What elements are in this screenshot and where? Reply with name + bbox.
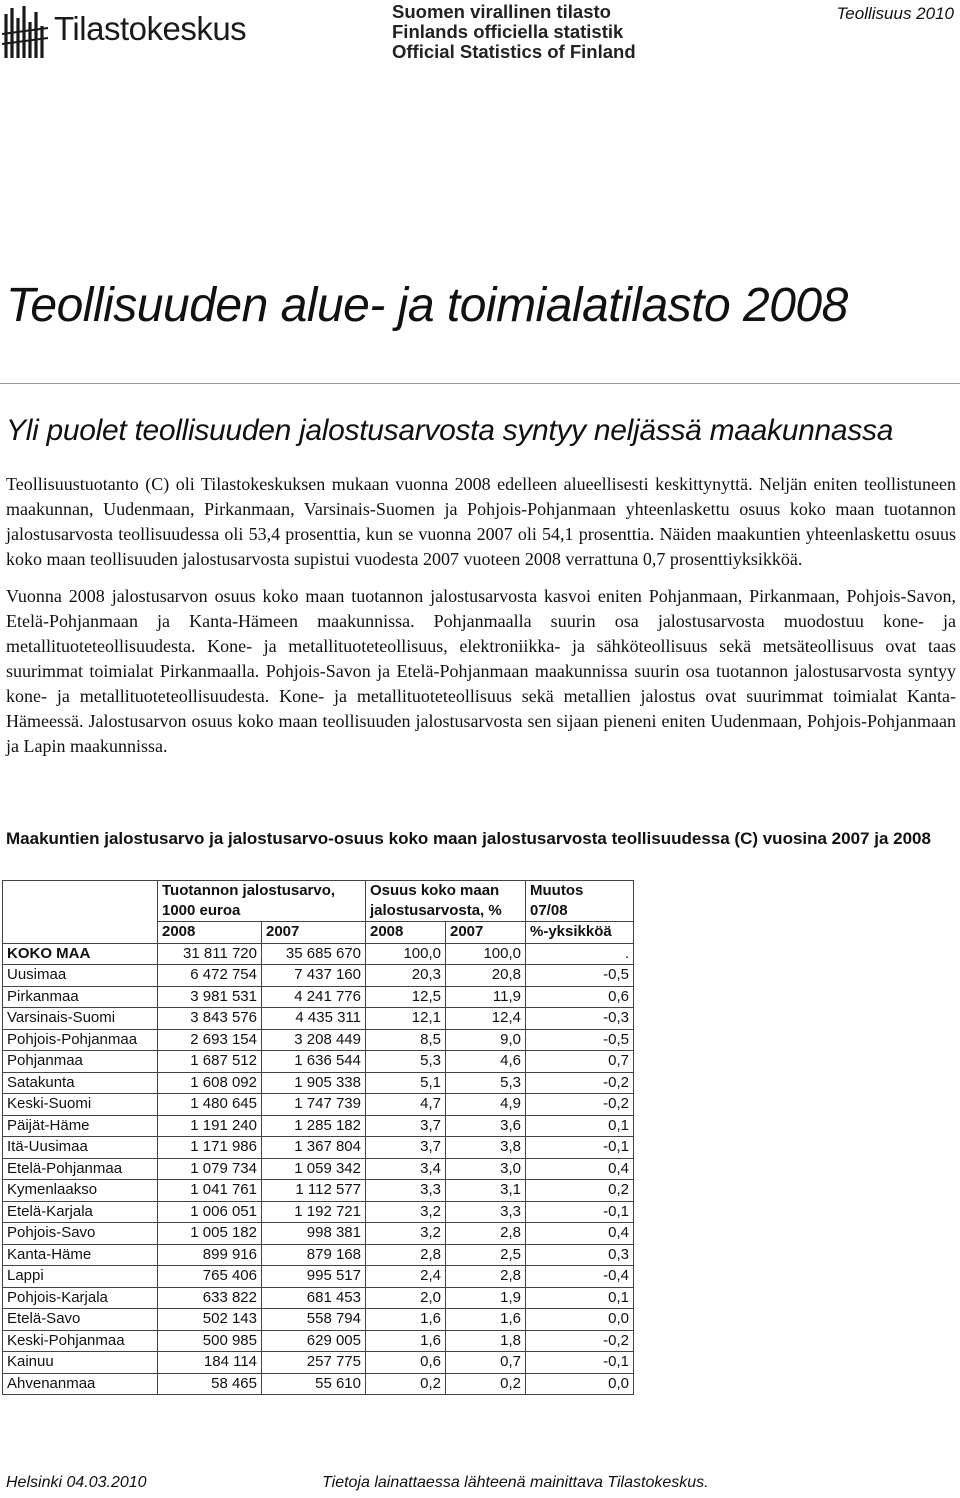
region-cell: Uusimaa — [3, 965, 158, 987]
change-cell: 0,6 — [526, 986, 634, 1008]
value-2008-cell: 765 406 — [158, 1266, 262, 1288]
region-cell: Satakunta — [3, 1072, 158, 1094]
share-2007-cell: 100,0 — [446, 943, 526, 965]
page-header — [0, 0, 960, 70]
region-cell: Etelä-Karjala — [3, 1201, 158, 1223]
share-2008-cell: 3,4 — [366, 1158, 446, 1180]
table-row — [3, 1180, 634, 1202]
table-row — [3, 1266, 634, 1288]
region-cell: Keski-Pohjanmaa — [3, 1330, 158, 1352]
official-line-en: Official Statistics of Finland — [392, 41, 636, 62]
table-row — [3, 943, 634, 965]
value-2007-cell: 1 367 804 — [262, 1137, 366, 1159]
table-row — [3, 1051, 634, 1073]
table-title: Maakuntien jalostusarvo ja jalostusarvo-osuus koko maan jalostusarvosta teollisuudessa (C) vuosina 2007 ja 2008 — [6, 829, 931, 848]
region-cell: Lappi — [3, 1266, 158, 1288]
share-2007-cell: 20,8 — [446, 965, 526, 987]
change-header-line2: 07/08 — [530, 902, 568, 919]
region-cell: Ahvenanmaa — [3, 1373, 158, 1395]
change-header-line1: Muutos — [530, 882, 584, 899]
region-cell: Kainuu — [3, 1352, 158, 1374]
change-cell: -0,2 — [526, 1072, 634, 1094]
share-2007-cell: 2,8 — [446, 1223, 526, 1245]
value-2007-cell: 4 435 311 — [262, 1008, 366, 1030]
share-2008-cell: 1,6 — [366, 1309, 446, 1331]
paragraph-1: Teollisuustuotanto (C) oli Tilastokeskuksen mukaan vuonna 2008 edelleen alueellisesti keskittynyttä. Neljän eniten teollistuneen maakunnan, Uudenmaan, Pirkanmaan, Varsinais-Suomen ja Pohjois-Pohjanmaan yhteenlaskettu osuus koko maan tuotannon jalostusarvosta teollisuudessa oli 53,4 prosenttia, kun se vuonna 2007 oli 54,1 prosenttia. Näiden maakuntien yhteenlaskettu osuus koko maan teollisuuden jalostusarvosta supistui vuodesta 2007 vuoteen 2008 verrattuna 0,7 prosenttiyksikköä. — [6, 474, 956, 569]
subheader-change-unit: %-yksikköä — [526, 922, 634, 944]
share-2008-cell: 2,8 — [366, 1244, 446, 1266]
value-2008-cell: 1 041 761 — [158, 1180, 262, 1202]
region-cell: Itä-Uusimaa — [3, 1137, 158, 1159]
change-cell: 0,3 — [526, 1244, 634, 1266]
value-2008-cell: 1 005 182 — [158, 1223, 262, 1245]
share-2007-cell: 3,3 — [446, 1201, 526, 1223]
share-2008-cell: 3,3 — [366, 1180, 446, 1202]
value-2008-cell: 1 480 645 — [158, 1094, 262, 1116]
table-row — [3, 1158, 634, 1180]
value-2008-cell: 1 687 512 — [158, 1051, 262, 1073]
change-cell: 0,4 — [526, 1158, 634, 1180]
tilastokeskus-logo — [2, 2, 302, 62]
share-2007-cell: 11,9 — [446, 986, 526, 1008]
footer-date: Helsinki 04.03.2010 — [6, 1474, 147, 1491]
share-2007-cell: 2,5 — [446, 1244, 526, 1266]
share-2007-cell: 0,2 — [446, 1373, 526, 1395]
value-group-header — [158, 881, 366, 922]
table-row — [3, 1330, 634, 1352]
subheader-value-2008: 2008 — [158, 922, 262, 944]
share-2008-cell: 3,7 — [366, 1137, 446, 1159]
share-2007-cell: 1,6 — [446, 1309, 526, 1331]
footer-citation: Tietoja lainattaessa lähteenä mainittava Tilastokeskus. — [322, 1474, 709, 1491]
change-cell: . — [526, 943, 634, 965]
table-body — [3, 943, 634, 1395]
value-2007-cell: 1 112 577 — [262, 1180, 366, 1202]
change-cell: -0,1 — [526, 1352, 634, 1374]
value-2008-cell: 500 985 — [158, 1330, 262, 1352]
change-cell: 0,1 — [526, 1115, 634, 1137]
table-row — [3, 1115, 634, 1137]
value-2007-cell: 998 381 — [262, 1223, 366, 1245]
region-cell: Pohjois-Savo — [3, 1223, 158, 1245]
change-cell: 0,1 — [526, 1287, 634, 1309]
share-2007-cell: 3,1 — [446, 1180, 526, 1202]
value-2008-cell: 502 143 — [158, 1309, 262, 1331]
table-row — [3, 1352, 634, 1374]
share-2008-cell: 3,2 — [366, 1201, 446, 1223]
table-row — [3, 1287, 634, 1309]
value-2007-cell: 1 192 721 — [262, 1201, 366, 1223]
region-cell: KOKO MAA — [3, 943, 158, 965]
region-cell: Keski-Suomi — [3, 1094, 158, 1116]
share-2008-cell: 3,2 — [366, 1223, 446, 1245]
share-2007-cell: 1,8 — [446, 1330, 526, 1352]
value-2007-cell: 1 636 544 — [262, 1051, 366, 1073]
share-2008-cell: 12,5 — [366, 986, 446, 1008]
table-row — [3, 1008, 634, 1030]
body-text — [6, 472, 956, 771]
value-2007-cell: 629 005 — [262, 1330, 366, 1352]
table-row — [3, 1309, 634, 1331]
region-cell: Pohjanmaa — [3, 1051, 158, 1073]
table-row — [3, 1072, 634, 1094]
region-cell: Pohjois-Pohjanmaa — [3, 1029, 158, 1051]
page-subtitle: Yli puolet teollisuuden jalostusarvosta syntyy neljässä maakunnassa — [6, 414, 894, 447]
official-line-sv: Finlands officiella statistik — [392, 21, 624, 42]
change-cell: -0,1 — [526, 1137, 634, 1159]
value-2007-cell: 558 794 — [262, 1309, 366, 1331]
region-cell: Kanta-Häme — [3, 1244, 158, 1266]
region-cell: Etelä-Pohjanmaa — [3, 1158, 158, 1180]
title-divider — [0, 383, 960, 384]
value-2007-cell: 879 168 — [262, 1244, 366, 1266]
value-2008-cell: 6 472 754 — [158, 965, 262, 987]
value-2007-cell: 3 208 449 — [262, 1029, 366, 1051]
share-2008-cell: 8,5 — [366, 1029, 446, 1051]
value-2007-cell: 257 775 — [262, 1352, 366, 1374]
table-row — [3, 1137, 634, 1159]
share-2008-cell: 2,4 — [366, 1266, 446, 1288]
share-header-line2: jalostusarvosta, % — [370, 902, 502, 919]
change-cell: 0,0 — [526, 1373, 634, 1395]
value-2008-cell: 2 693 154 — [158, 1029, 262, 1051]
share-2007-cell: 1,9 — [446, 1287, 526, 1309]
value-2008-cell: 1 171 986 — [158, 1137, 262, 1159]
table-row — [3, 986, 634, 1008]
value-2008-cell: 31 811 720 — [158, 943, 262, 965]
share-2007-cell: 3,8 — [446, 1137, 526, 1159]
share-2007-cell: 5,3 — [446, 1072, 526, 1094]
share-2008-cell: 12,1 — [366, 1008, 446, 1030]
series-label: Teollisuus 2010 — [836, 4, 954, 23]
value-header-line1: Tuotannon jalostusarvo, — [162, 882, 336, 899]
share-2007-cell: 4,9 — [446, 1094, 526, 1116]
change-cell: 0,7 — [526, 1051, 634, 1073]
change-group-header — [526, 881, 634, 922]
logo-mark-icon — [2, 4, 50, 62]
value-2008-cell: 1 191 240 — [158, 1115, 262, 1137]
region-cell: Päijät-Häme — [3, 1115, 158, 1137]
table-row — [3, 1029, 634, 1051]
subheader-value-2007: 2007 — [262, 922, 366, 944]
share-2007-cell: 9,0 — [446, 1029, 526, 1051]
value-2008-cell: 184 114 — [158, 1352, 262, 1374]
share-header-line1: Osuus koko maan — [370, 882, 500, 899]
region-cell: Etelä-Savo — [3, 1309, 158, 1331]
value-2007-cell: 1 285 182 — [262, 1115, 366, 1137]
value-2008-cell: 1 079 734 — [158, 1158, 262, 1180]
value-2007-cell: 55 610 — [262, 1373, 366, 1395]
region-cell: Pirkanmaa — [3, 986, 158, 1008]
change-cell: -0,2 — [526, 1094, 634, 1116]
share-2007-cell: 2,8 — [446, 1266, 526, 1288]
change-cell: -0,3 — [526, 1008, 634, 1030]
share-2008-cell: 1,6 — [366, 1330, 446, 1352]
value-2007-cell: 1 747 739 — [262, 1094, 366, 1116]
value-2007-cell: 7 437 160 — [262, 965, 366, 987]
share-2008-cell: 3,7 — [366, 1115, 446, 1137]
share-2008-cell: 100,0 — [366, 943, 446, 965]
share-2007-cell: 12,4 — [446, 1008, 526, 1030]
share-2008-cell: 0,6 — [366, 1352, 446, 1374]
table-row — [3, 1223, 634, 1245]
value-2008-cell: 1 608 092 — [158, 1072, 262, 1094]
value-2008-cell: 3 843 576 — [158, 1008, 262, 1030]
share-2007-cell: 3,6 — [446, 1115, 526, 1137]
value-2007-cell: 4 241 776 — [262, 986, 366, 1008]
regional-value-table — [2, 880, 634, 1395]
share-2008-cell: 4,7 — [366, 1094, 446, 1116]
share-2008-cell: 5,3 — [366, 1051, 446, 1073]
table-row — [3, 1373, 634, 1395]
change-cell: 0,2 — [526, 1180, 634, 1202]
value-2007-cell: 1 905 338 — [262, 1072, 366, 1094]
official-line-fi: Suomen virallinen tilasto — [392, 1, 611, 22]
table-row — [3, 1244, 634, 1266]
share-2007-cell: 3,0 — [446, 1158, 526, 1180]
subheader-share-2008: 2008 — [366, 922, 446, 944]
change-cell: 0,0 — [526, 1309, 634, 1331]
share-2007-cell: 0,7 — [446, 1352, 526, 1374]
table-row — [3, 965, 634, 987]
value-2008-cell: 633 822 — [158, 1287, 262, 1309]
value-2008-cell: 58 465 — [158, 1373, 262, 1395]
change-cell: -0,5 — [526, 1029, 634, 1051]
value-2007-cell: 681 453 — [262, 1287, 366, 1309]
share-2007-cell: 4,6 — [446, 1051, 526, 1073]
share-2008-cell: 2,0 — [366, 1287, 446, 1309]
value-2007-cell: 1 059 342 — [262, 1158, 366, 1180]
share-group-header — [366, 881, 526, 922]
paragraph-2: Vuonna 2008 jalostusarvon osuus koko maan tuotannon jalostusarvosta kasvoi eniten Pohjanmaan, Pirkanmaan, Pohjois-Savon, Etelä-Pohjanmaan ja Kanta-Hämeen maakunnissa. Pohjanmaalla suurin osa jalostusarvosta muodostuu kone- ja metallituoteteollisuudesta. Kone- ja metallituoteteollisuus, elektroniikka- ja sähköteollisuus sekä metsäteollisuus ovat taas suurimmat toimialat Pirkanmaalla. Pohjois-Savon ja Etelä-Pohjanmaan maakunnissa suurin osa tuotannon jalostusarvosta syntyy kone- ja metallituoteteollisuudesta. Kone- ja metallituoteteollisuus sekä metallien jalostus ovat suurimmat toimialat Kanta-Hämeessä. Jalostusarvon osuus koko maan teollisuuden jalostusarvosta sen sijaan pieneni eniten Uudenmaan, Pohjois-Pohjanmaan ja Lapin maakunnissa. — [6, 586, 956, 756]
subheader-share-2007: 2007 — [446, 922, 526, 944]
change-cell: -0,1 — [526, 1201, 634, 1223]
region-cell: Pohjois-Karjala — [3, 1287, 158, 1309]
page-title: Teollisuuden alue- ja toimialatilasto 2008 — [6, 279, 848, 332]
region-cell: Varsinais-Suomi — [3, 1008, 158, 1030]
value-2007-cell: 995 517 — [262, 1266, 366, 1288]
logo-wordmark: Tilastokeskus — [54, 10, 247, 47]
share-2008-cell: 20,3 — [366, 965, 446, 987]
change-cell: 0,4 — [526, 1223, 634, 1245]
share-2008-cell: 0,2 — [366, 1373, 446, 1395]
table-row — [3, 1094, 634, 1116]
value-2007-cell: 35 685 670 — [262, 943, 366, 965]
region-cell: Kymenlaakso — [3, 1180, 158, 1202]
region-header-cell — [3, 881, 158, 944]
value-2008-cell: 899 916 — [158, 1244, 262, 1266]
change-cell: -0,4 — [526, 1266, 634, 1288]
official-statistics-label — [392, 2, 636, 62]
table-row — [3, 1201, 634, 1223]
share-2008-cell: 5,1 — [366, 1072, 446, 1094]
value-2008-cell: 1 006 051 — [158, 1201, 262, 1223]
change-cell: -0,5 — [526, 965, 634, 987]
value-header-line2: 1000 euroa — [162, 902, 241, 919]
change-cell: -0,2 — [526, 1330, 634, 1352]
value-2008-cell: 3 981 531 — [158, 986, 262, 1008]
